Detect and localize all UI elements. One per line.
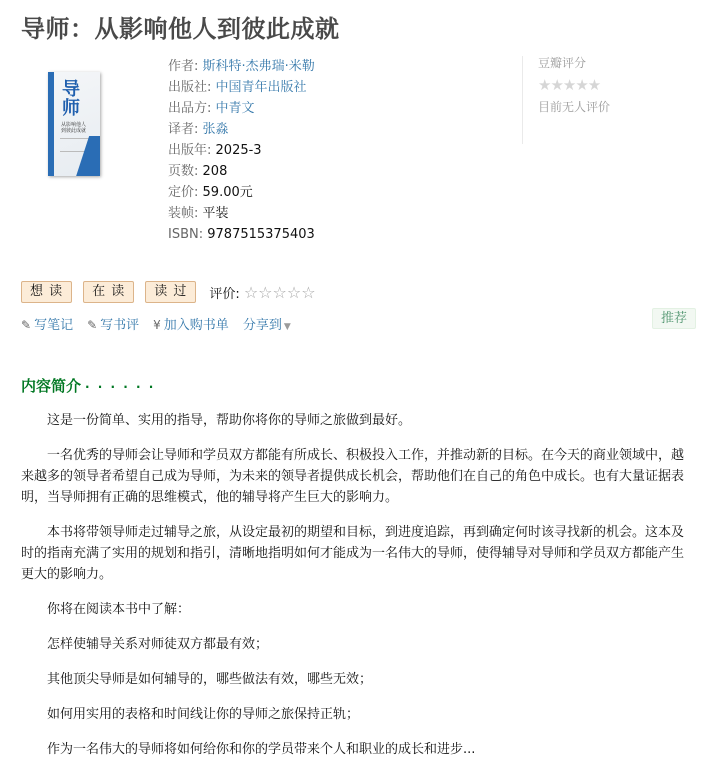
info-binding: 装帧: 平装 <box>168 206 229 221</box>
info-translator: 译者: 张淼 <box>168 122 229 137</box>
book-title: 导师：从影响他人到彼此成就 <box>21 15 340 43</box>
want-to-read-button[interactable]: 想 读 <box>21 281 72 303</box>
intro-paragraph: 你将在阅读本书中了解： <box>47 602 191 617</box>
rating-panel <box>522 56 610 144</box>
info-producer: 出品方: 中青文 <box>168 101 255 116</box>
author-link[interactable]: 斯科特·杰弗瑞·米勒 <box>202 59 315 74</box>
info-pub-year: 出版年: 2025-3 <box>168 143 262 158</box>
info-author: 作者: 斯科特·杰弗瑞·米勒 <box>168 59 315 74</box>
intro-paragraph: 其他顶尖导师是如何辅导的，哪些做法有效，哪些无效； <box>47 672 373 687</box>
rating-none-text: 目前无人评价 <box>538 100 611 114</box>
reading-button[interactable]: 在 读 <box>83 281 134 303</box>
intro-paragraph: 一名优秀的导师会让导师和学员双方都能有所成长、积极投入工作，并推动新的目标。在今天的商业领域中，越来越多的领导者希望自己成为导师，为未来的领导者提供成长机会，帮助他们在自己的角色中成长。也有大量证据表明，当导师拥有正确的思维模式，他的辅导将产生巨大的影响力。 <box>21 448 685 505</box>
info-publisher: 出版社: 中国青年出版社 <box>168 80 307 95</box>
intro-paragraph: 怎样使辅导关系对师徒双方都最有效； <box>47 637 269 652</box>
write-review-link[interactable]: ✎ 写书评 <box>87 318 140 333</box>
pencil-icon: ✎ <box>21 318 32 332</box>
intro-paragraph: 作为一名伟大的导师将如何给你和你的学员带来个人和职业的成长和进步... <box>47 742 476 757</box>
cover-title-text: 导 师 <box>62 79 80 119</box>
intro-paragraph: 如何用实用的表格和时间线让你的导师之旅保持正轨； <box>47 707 360 722</box>
write-note-link[interactable]: ✎ 写笔记 <box>21 318 74 333</box>
rate-label: 评价: <box>209 286 240 302</box>
add-to-cart-link[interactable]: ¥ 加入购书单 <box>153 318 229 333</box>
rating-stars-icon: ★★★★★ <box>538 76 601 94</box>
cover-subtitle-text: 从影响他人 到彼此成就 <box>61 122 87 134</box>
chevron-down-icon: ▼ <box>283 322 291 332</box>
pencil-icon: ✎ <box>87 318 98 332</box>
producer-link[interactable]: 中青文 <box>215 101 255 116</box>
reading-actions <box>21 281 316 303</box>
book-cover-image[interactable] <box>48 72 100 176</box>
share-link[interactable]: 分享到 ▼ <box>242 318 291 333</box>
intro-paragraph: 这是一份简单、实用的指导，帮助你将你的导师之旅做到最好。 <box>47 413 412 428</box>
rate-stars-icon[interactable]: ☆☆☆☆☆ <box>243 282 316 302</box>
title-dots: · · · · · · <box>85 380 156 394</box>
info-pages: 页数: 208 <box>168 164 228 179</box>
book-info <box>168 56 315 245</box>
translator-link[interactable]: 张淼 <box>202 122 229 137</box>
info-price: 定价: 59.00元 <box>168 185 253 200</box>
cover-spine <box>48 72 54 176</box>
intro-content <box>21 410 691 765</box>
yuan-icon: ¥ <box>153 318 161 332</box>
have-read-button[interactable]: 读 过 <box>145 281 196 303</box>
intro-paragraph: 本书将带领导师走过辅导之旅，从设定最初的期望和目标，到进度追踪，再到确定何时该寻找新的机会。这本及时的指南充满了实用的规划和指引，清晰地指明如何才能成为一名伟大的导师，使得辅导对导师和学员双方都能产生更大的影响力。 <box>21 525 685 582</box>
publisher-link[interactable]: 中国青年出版社 <box>215 80 307 95</box>
recommend-button[interactable]: 推荐 <box>652 308 696 329</box>
info-isbn: ISBN: 9787515375403 <box>168 227 315 242</box>
action-links <box>21 314 305 333</box>
rating-title: 豆瓣评分 <box>538 56 587 70</box>
intro-section-title: 内容简介 · · · · · · <box>21 377 156 395</box>
